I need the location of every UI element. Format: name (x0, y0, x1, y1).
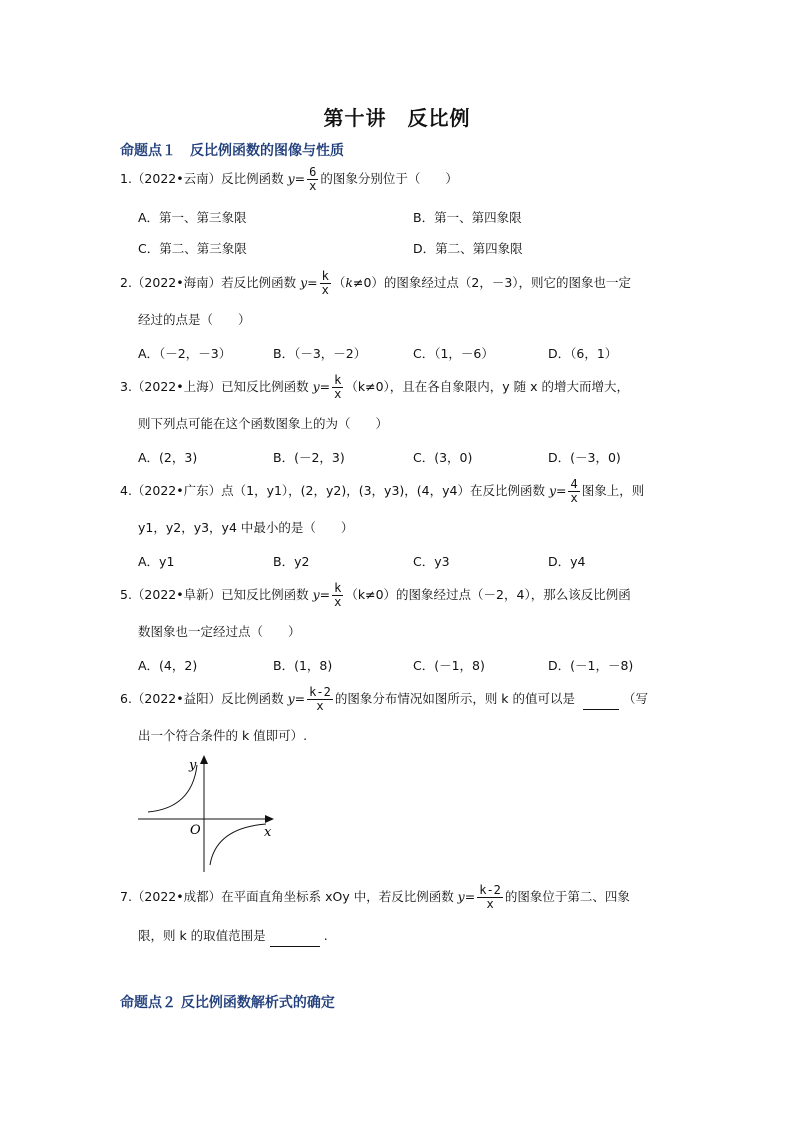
q2-option-d[interactable]: D．（6，1） (548, 346, 618, 361)
q6-fraction (307, 686, 333, 713)
q2-denominator: x (321, 283, 329, 297)
q6-y: y (287, 691, 295, 706)
q3-stem-end: （k≠0），且在各自象限内，y 随 x 的增大而增大， (345, 379, 630, 394)
q4-line-2: y1，y2，y3，y4 中最小的是（ ） (138, 520, 354, 535)
q3-option-b[interactable]: B．(－2，3) (273, 450, 345, 465)
q4-denominator: x (570, 491, 578, 505)
q7-y: y (457, 889, 465, 904)
q3-denominator: x (334, 387, 342, 401)
q4-eq: = (556, 483, 567, 498)
question-4 (120, 478, 644, 505)
q2-paren: （ (332, 275, 346, 290)
q5-line-2: 数图象也一定经过点（ ） (138, 624, 301, 639)
q4-stem: 4.（2022•广东）点（1，y1），(2，y2)，(3，y3)，(4，y4）在反比例函数 (120, 483, 549, 498)
hyperbola-graph (134, 752, 284, 877)
q1-y: y (287, 171, 295, 186)
q7-answer-blank[interactable] (270, 926, 320, 947)
q6-stem: 6.（2022•益阳）反比例函数 (120, 691, 288, 706)
q4-fraction (568, 478, 579, 505)
q5-y: y (312, 587, 320, 602)
q7-stem: 7.（2022•成都）在平面直角坐标系 xOy 中，若反比例函数 (120, 889, 458, 904)
q2-option-c[interactable]: C．（1，－6） (413, 346, 494, 361)
q5-stem: 5.（2022•阜新）已知反比例函数 (120, 587, 313, 602)
q1-denominator: x (309, 179, 317, 193)
q6-answer-blank[interactable] (583, 689, 619, 710)
q1-option-c[interactable]: C．第二、第三象限 (138, 241, 247, 256)
q7-stem-end: 的图象位于第二、四象 (504, 889, 630, 904)
q1-option-d[interactable]: D．第二、第四象限 (413, 241, 523, 256)
y-axis-arrow (200, 755, 208, 764)
q7-fraction (477, 884, 503, 911)
section-heading-1: 命题点１ 反比例函数的图像与性质 (120, 143, 344, 159)
q2-k: k (345, 275, 353, 290)
q6-line-2: 出一个符合条件的 k 值即可）. (138, 728, 308, 743)
q3-y: y (312, 379, 320, 394)
q6-eq: = (294, 691, 306, 706)
graph-y-label: y (189, 758, 197, 773)
q2-y: y (300, 275, 308, 290)
q2-stem-end: ≠0）的图象经过点（2，－3），则它的图象也一定 (352, 275, 632, 290)
q2-fraction (320, 270, 331, 297)
q4-option-d[interactable]: D．y4 (548, 554, 586, 569)
q2-numerator: k (321, 269, 329, 283)
graph-origin-label: O (190, 823, 201, 838)
q2-eq: = (307, 275, 318, 290)
q4-option-a[interactable]: A．y1 (138, 554, 175, 569)
q4-option-b[interactable]: B．y2 (273, 554, 310, 569)
q6-tail: （写 (623, 691, 649, 706)
q7-numerator: k-2 (479, 883, 501, 897)
q4-numerator: 4 (570, 477, 578, 491)
q1-eq: = (294, 171, 306, 186)
q5-option-c[interactable]: C．(－1，8) (413, 658, 485, 673)
q3-stem: 3.（2022•上海）已知反比例函数 (120, 379, 313, 394)
q3-eq: = (319, 379, 331, 394)
q7-end: . (323, 928, 328, 943)
section-heading-2: 命题点２ 反比例函数解析式的确定 (120, 995, 335, 1011)
question-2 (120, 270, 631, 297)
q2-stem: 2.（2022•海南）若反比例函数 (120, 275, 301, 290)
q3-option-d[interactable]: D．(－3，0) (548, 450, 621, 465)
q5-option-a[interactable]: A．(4，2) (138, 658, 198, 673)
q5-option-b[interactable]: B．(1，8) (273, 658, 333, 673)
q6-stem-end: 的图象分布情况如图所示，则 k 的值可以是 (334, 691, 576, 706)
q6-denominator: x (316, 699, 324, 713)
q7-line-2-text: 限，则 k 的取值范围是 (138, 928, 266, 943)
question-7 (120, 884, 630, 911)
question-6 (120, 686, 648, 713)
q4-y: y (548, 483, 556, 498)
q5-eq: = (319, 587, 331, 602)
q5-numerator: k (334, 581, 342, 595)
q3-option-c[interactable]: C．(3，0) (413, 450, 473, 465)
q7-eq: = (464, 889, 476, 904)
graph-x-label: x (264, 825, 272, 840)
q2-line-2: 经过的点是（ ） (138, 312, 251, 327)
q1-stem-end: 的图象分别位于（ ） (320, 171, 458, 186)
q1-option-a[interactable]: A．第一、第三象限 (138, 210, 247, 225)
x-axis-arrow (265, 815, 274, 823)
q3-option-a[interactable]: A．(2，3) (138, 450, 198, 465)
hyperbola-branch-fourth-quadrant (210, 824, 266, 865)
q2-option-a[interactable]: A．（－2，－3） (138, 346, 232, 361)
q1-fraction (307, 166, 318, 193)
q5-fraction (332, 582, 343, 609)
q1-option-b[interactable]: B．第一、第四象限 (413, 210, 522, 225)
q4-stem-end: 图象上，则 (581, 483, 645, 498)
q3-fraction (332, 374, 343, 401)
q3-numerator: k (334, 373, 342, 387)
q2-option-b[interactable]: B．（－3，－2） (273, 346, 367, 361)
page-title: 第十讲 反比例 (323, 106, 471, 130)
q5-stem-end: （k≠0）的图象经过点（－2，4），那么该反比例函 (345, 587, 631, 602)
q7-line-2 (138, 926, 328, 947)
q7-denominator: x (486, 897, 494, 911)
q6-numerator: k-2 (309, 685, 331, 699)
q3-line-2: 则下列点可能在这个函数图象上的为（ ） (138, 416, 389, 431)
q1-numerator: 6 (309, 165, 317, 179)
q5-denominator: x (334, 595, 342, 609)
q4-option-c[interactable]: C．y3 (413, 554, 450, 569)
question-3 (120, 374, 629, 401)
question-5 (120, 582, 631, 609)
q1-stem: 1.（2022•云南）反比例函数 (120, 171, 288, 186)
q5-option-d[interactable]: D．(－1，－8) (548, 658, 634, 673)
question-1 (120, 166, 458, 193)
